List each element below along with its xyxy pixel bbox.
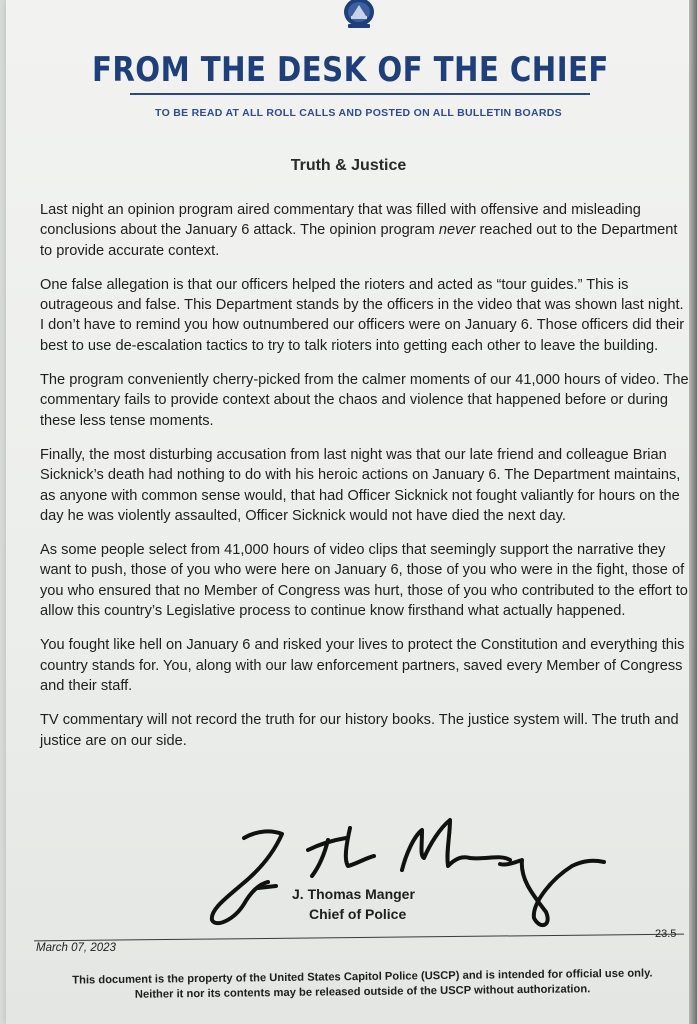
memo-paragraph-3: The program conveniently cherry-picked from the calmer moments of our 41,000 hours of video. The commentary fails to provide context about the chaos and violence that happened before or during these less tense moments. (40, 372, 689, 429)
memo-paragraph-1: Last night an opinion program aired commentary that was filled with offensive and misleading conclusions about the January 6 attack. The opinion program never reached out to the Department to provide accurate context. (40, 202, 678, 259)
disclaimer-line-2: Neither it nor its contents may be released outside of the USCP without authorization. (134, 983, 591, 1001)
memo-paragraph-5: As some people select from 41,000 hours of video clips that seemingly support the narrative they want to push, those of you who were here on January 6, those of you who were in the fight, those of you who ensured that no Member of Congress was hurt, those of you who contributed to the effort to allow this country’s Legislative process to continue know firsthand what actually happened. (40, 542, 688, 620)
letterhead-rule (130, 93, 590, 95)
letterhead-subtitle: TO BE READ AT ALL ROLL CALLS AND POSTED ON ALL BULLETIN BOARDS (155, 107, 562, 119)
memo-paragraph-4: Finally, the most disturbing accusation from last night was that our late friend and colleague Brian Sicknick’s death had nothing to do with his heroic actions on January 6. The Department maintains, as anyone with common sense would, that had Officer Sicknick not fought valiantly for hours on the day he was violently assaulted, Officer Sicknick would not have died the next day. (40, 446, 681, 524)
signer-title: Chief of Police (309, 906, 407, 922)
letterhead-title: FROM THE DESK OF THE CHIEF (91, 50, 609, 90)
memo-heading: Truth & Justice (290, 157, 407, 174)
document-date: March 07, 2023 (36, 942, 116, 954)
memo-paragraph-7: TV commentary will not record the truth for our history books. The justice system will. The truth and justice are on our side. (40, 712, 679, 749)
uscp-seal-icon (342, 0, 376, 30)
memo-paragraph-2: One false allegation is that our officers helped the rioters and acted as “tour guides.” This is outrageous and false. This Department stands by the officers in the video that was shown last night. I don’t have to remind you how outnumbered our officers were on January 6. Those officers did their best to use de-escalation tactics to try to talk rioters into getting each other to leave the building. (40, 276, 685, 354)
emphasis-never: never (438, 222, 476, 239)
signer-name: J. Thomas Manger (292, 886, 415, 902)
memo-paragraph-6: You fought like hell on January 6 and risked your lives to protect the Constitution and everything this country stands for. You, along with our law enforcement partners, saved every Member of Congress and their staff. (40, 637, 685, 694)
form-number: 23.5 (655, 928, 677, 940)
signature-block (292, 884, 415, 924)
page-edge-shadow (689, 0, 697, 1024)
memo-body (40, 200, 690, 765)
disclaimer-line-1: This document is the property of the United States Capitol Police (USCP) and is intended for official use only. (72, 967, 653, 987)
